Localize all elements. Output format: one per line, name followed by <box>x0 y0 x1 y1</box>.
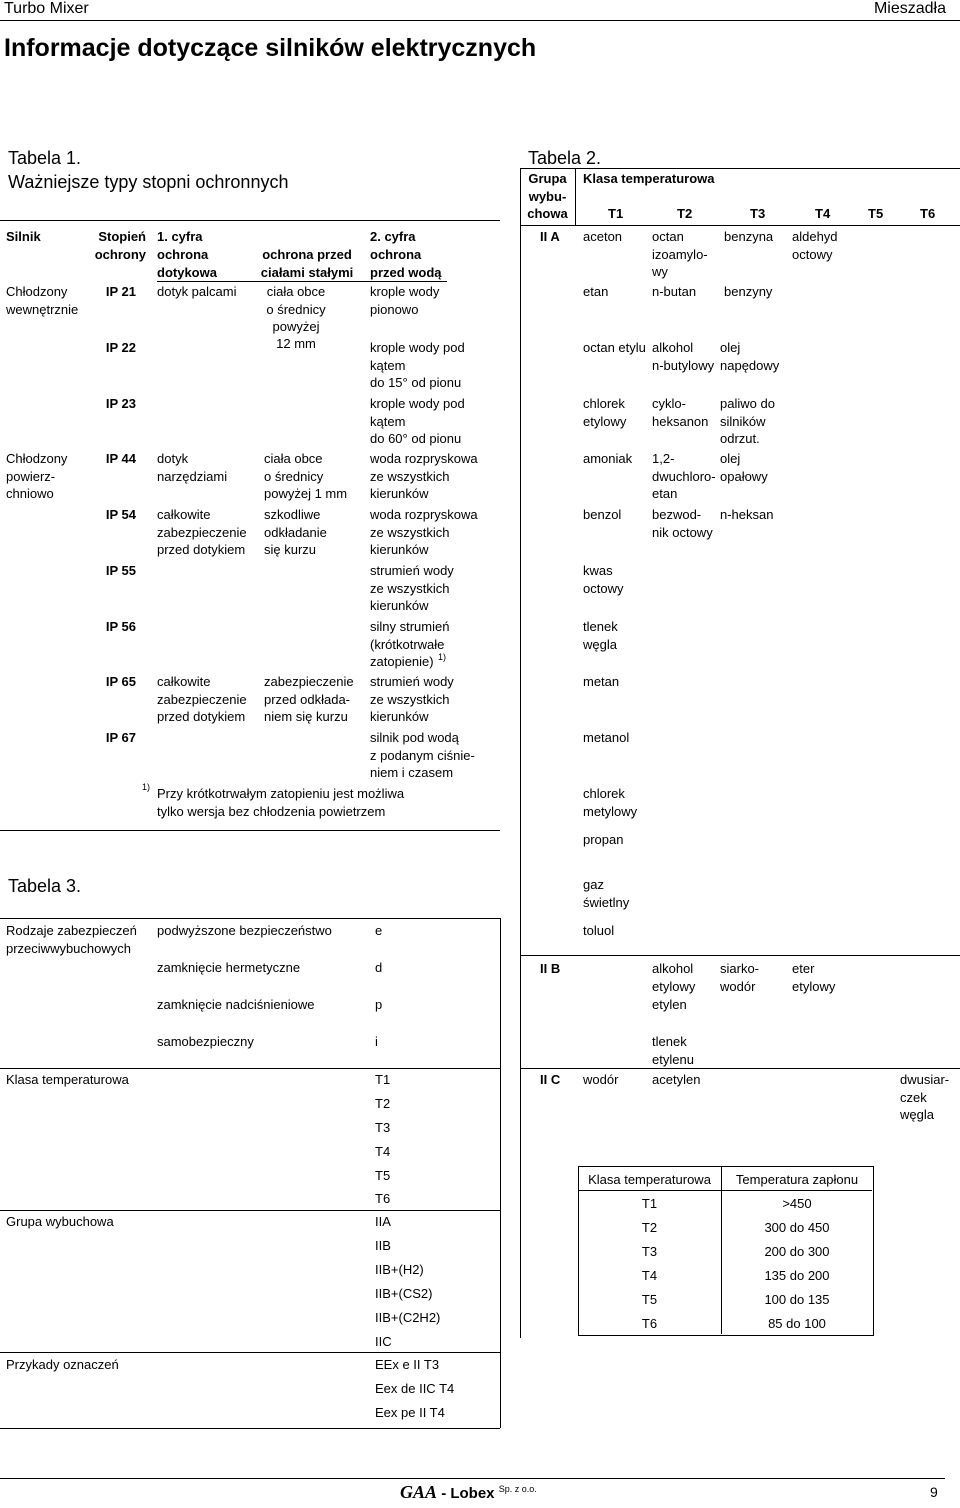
t1-row-ip: IP 21 <box>105 284 136 299</box>
t4-row-klasa: T5 <box>641 1292 658 1307</box>
t2-cell: etan <box>583 284 609 299</box>
footer-brand <box>400 1482 537 1503</box>
t1-row-ciala: szkodliwe odkładanie się kurzu <box>264 507 327 557</box>
t2-cell: 1,2- dwuchloro- etan <box>652 451 716 501</box>
t1-head-stopien: Stopień ochrony <box>94 229 146 262</box>
t1-group-wewnetrznie: Chłodzony wewnętrznie <box>6 284 79 317</box>
t4-row-temp: 300 do 450 <box>764 1220 830 1235</box>
t2-cell: paliwo do silników odrzut. <box>720 396 775 446</box>
table3-top-rule <box>0 918 500 919</box>
table1-caption: Tabela 1. <box>8 148 82 168</box>
t3-klasa-value: T5 <box>375 1168 391 1183</box>
t3-rodzaj-code: d <box>375 960 383 975</box>
t2-head-T1: T1 <box>608 206 624 221</box>
t1-row-ip: IP 23 <box>105 396 136 411</box>
t2-head-klasa: Klasa temperaturowa <box>583 171 715 186</box>
table2-top-rule <box>520 168 960 169</box>
t3-rodzaj-code: p <box>375 997 383 1012</box>
t4-row-klasa: T3 <box>641 1244 658 1259</box>
t3-przyklad: EEx e II T3 <box>375 1357 440 1372</box>
page-title: Informacje dotyczące silników elektrycznych <box>4 34 537 62</box>
t1-row-woda: silny strumień (krótkotrwałe zatopienie) <box>370 619 450 669</box>
t3-rule-przyklady <box>0 1352 500 1353</box>
t2-cell: metan <box>583 674 620 689</box>
t1-row-woda: silnik pod wodą z podanym ciśnie- niem i czasem <box>370 730 475 780</box>
t3-grupa-label: Grupa wybuchowa <box>6 1214 114 1229</box>
t2-cell: propan <box>583 832 624 847</box>
t4-row-temp: 135 do 200 <box>764 1268 830 1283</box>
t3-rodzaj-code: i <box>375 1034 378 1049</box>
t1-footnote-ref: 1) <box>438 652 447 662</box>
table2-rule-IIB <box>520 955 960 956</box>
t2-cell: octan etylu <box>583 340 646 355</box>
company-logo: GAA <box>400 1482 438 1502</box>
t1-head-cyfra1: 1. cyfra <box>157 229 203 244</box>
t1-row-ciala: zabezpieczenie przed odkłada- niem się kurzu <box>264 674 354 724</box>
t3-klasa-label: Klasa temperaturowa <box>6 1072 129 1087</box>
t2-cell: chlorek metylowy <box>583 786 638 819</box>
t1-footnote-mark: 1) <box>142 782 151 792</box>
table2-rule-IIC <box>520 1068 960 1069</box>
t1-head-ochrona-przed: ochrona przed ciałami stałymi <box>260 247 354 280</box>
t2-cell: etylen <box>652 997 687 1012</box>
t1-row-ip: IP 65 <box>105 674 136 689</box>
table4-head-rule <box>578 1190 872 1191</box>
t1-row-woda: krople wody pod kątem do 60° od pionu <box>370 396 465 446</box>
t1-row-woda: strumień wody ze wszystkich kierunków <box>370 563 454 613</box>
t2-cell: olej napędowy <box>720 340 780 373</box>
t3-przyklad: Eex de IIC T4 <box>375 1381 455 1396</box>
table1-top-rule <box>0 220 500 221</box>
table3-right-border <box>500 918 501 1428</box>
t4-row-temp: 100 do 135 <box>764 1292 830 1307</box>
t3-grupa-value: IIB+(C2H2) <box>375 1310 441 1325</box>
t4-row-temp: 200 do 300 <box>764 1244 830 1259</box>
company-name: - Lobex <box>441 1485 495 1502</box>
t2-head-T6: T6 <box>920 206 936 221</box>
t1-head-ochrona-woda: ochrona przed wodą <box>370 247 442 280</box>
t3-grupa-value: IIC <box>375 1334 392 1349</box>
t1-head-ochrona-dotykowa: ochrona dotykowa <box>157 247 217 280</box>
t4-head-temp: Temperatura zapłonu <box>735 1172 859 1187</box>
table3-bottom-rule <box>0 1428 500 1429</box>
t2-cell: alkohol n-butylowy <box>652 340 715 373</box>
t1-row-ip: IP 55 <box>105 563 136 578</box>
table2-caption: Tabela 2. <box>528 148 602 168</box>
t3-rule-grupa <box>0 1210 500 1211</box>
t1-row-ciala: 12 mm <box>276 336 316 351</box>
t2-cell: acetylen <box>652 1072 701 1087</box>
t2-cell: siarko- wodór <box>720 961 760 994</box>
table1-subtitle: Ważniejsze typy stopni ochronnych <box>8 172 289 192</box>
company-suffix: Sp. z o.o. <box>498 1484 537 1494</box>
t2-cell: metanol <box>583 730 630 745</box>
t2-cell: toluol <box>583 923 615 938</box>
t2-cell: gaz świetlny <box>583 877 630 910</box>
t2-group-IIC: II C <box>540 1072 561 1087</box>
t2-cell: aldehyd octowy <box>792 229 838 262</box>
t3-klasa-value: T1 <box>375 1072 391 1087</box>
t1-row-ip: IP 56 <box>105 619 136 634</box>
t2-cell: octan izoamylo- wy <box>652 229 708 279</box>
header-rule <box>0 20 960 21</box>
t2-cell: kwas octowy <box>583 563 624 596</box>
t4-row-temp: >450 <box>782 1196 812 1211</box>
t3-rodzaj-name: podwyższone bezpieczeństwo <box>157 923 332 938</box>
t3-grupa-value: IIB+(H2) <box>375 1262 424 1277</box>
t3-rodzaj-code: e <box>375 923 383 938</box>
t1-row-woda: krople wody pionowo <box>370 284 440 317</box>
t4-head-klasa: Klasa temperaturowa <box>588 1172 711 1187</box>
t1-row-woda: woda rozpryskowa ze wszystkich kierunków <box>370 507 478 557</box>
t1-head-silnik: Silnik <box>6 229 41 244</box>
table3-caption: Tabela 3. <box>8 876 82 896</box>
t3-rodzaj-name: zamknięcie hermetyczne <box>157 960 301 975</box>
t4-row-klasa: T2 <box>641 1220 658 1235</box>
t2-cell: olej opałowy <box>720 451 768 484</box>
t4-row-klasa: T6 <box>641 1316 658 1331</box>
t3-grupa-value: IIA <box>375 1214 391 1229</box>
footer-rule <box>0 1478 945 1479</box>
t2-cell: chlorek etylowy <box>583 396 627 429</box>
table2-left-border <box>520 168 521 1338</box>
t3-rule-klasa <box>0 1068 500 1069</box>
t2-group-IIA: II A <box>540 229 560 244</box>
t2-cell: tlenek węgla <box>583 619 618 652</box>
t2-cell: aceton <box>583 229 623 244</box>
t2-cell: amoniak <box>583 451 633 466</box>
page-number: 9 <box>930 1484 938 1500</box>
t2-cell: alkohol etylowy <box>652 961 696 994</box>
t3-przyklad: Eex pe II T4 <box>375 1405 445 1420</box>
t2-cell: benzyny <box>724 284 773 299</box>
header-right: Mieszadła <box>873 0 946 17</box>
t1-row-ip: IP 22 <box>105 340 136 355</box>
t3-klasa-value: T2 <box>375 1096 391 1111</box>
t1-row-ip: IP 54 <box>105 507 136 522</box>
t1-row-woda: krople wody pod kątem do 15° od pionu <box>370 340 465 390</box>
t2-cell: n-butan <box>652 284 697 299</box>
table1-bottom-rule <box>0 830 500 831</box>
t2-cell: benzol <box>583 507 622 522</box>
t4-row-temp: 85 do 100 <box>768 1316 826 1331</box>
t2-cell: tlenek etylenu <box>652 1034 694 1067</box>
header-left: Turbo Mixer <box>4 0 89 17</box>
t1-row-dotyk: dotyk narzędziami <box>157 451 228 484</box>
t3-klasa-value: T6 <box>375 1191 391 1206</box>
t1-footnote: Przy krótkotrwałym zatopieniu jest możliwa tylko wersja bez chłodzenia powietrzem <box>157 786 405 819</box>
t1-row-ciala: ciała obce o średnicy powyżej 1 mm <box>264 451 348 501</box>
t1-row-ip: IP 44 <box>105 451 136 466</box>
t2-head-T4: T4 <box>815 206 831 221</box>
t3-grupa-value: IIB+(CS2) <box>375 1286 433 1301</box>
t2-cell: dwusiar- czek węgla <box>900 1072 950 1122</box>
t2-group-IIB: II B <box>540 961 561 976</box>
t3-rodzaje-label: Rodzaje zabezpieczeń przeciwwybuchowych <box>6 923 137 956</box>
t1-row-woda: strumień wody ze wszystkich kierunków <box>370 674 454 724</box>
t2-cell: eter etylowy <box>792 961 836 994</box>
t1-row-dotyk: dotyk palcami <box>157 284 237 299</box>
t2-head-T2: T2 <box>677 206 693 221</box>
t3-klasa-value: T3 <box>375 1120 391 1135</box>
t1-row-dotyk: całkowite zabezpieczenie przed dotykiem <box>157 674 247 724</box>
t1-row-dotyk: całkowite zabezpieczenie przed dotykiem <box>157 507 247 557</box>
t2-cell: cyklo- heksanon <box>652 396 709 429</box>
t3-przyklady-label: Przykady oznaczeń <box>6 1357 119 1372</box>
t3-klasa-value: T4 <box>375 1144 391 1159</box>
t1-head-cyfra2: 2. cyfra <box>370 229 416 244</box>
t1-group-powierzchniowo: Chłodzony powierz- chniowo <box>6 451 68 501</box>
t2-cell: n-heksan <box>720 507 774 522</box>
t4-row-klasa: T1 <box>641 1196 658 1211</box>
t1-row-ciala: ciała obce o średnicy powyżej <box>266 284 326 334</box>
t2-cell: benzyna <box>724 229 774 244</box>
t2-head-T5: T5 <box>868 206 884 221</box>
t2-cell: bezwod- nik octowy <box>652 507 713 540</box>
table2-head-rule <box>520 225 960 226</box>
t4-row-klasa: T4 <box>641 1268 658 1283</box>
t1-row-woda: woda rozpryskowa ze wszystkich kierunków <box>370 451 478 501</box>
t3-rodzaj-name: zamknięcie nadciśnieniowe <box>157 997 315 1012</box>
t2-head-T3: T3 <box>750 206 766 221</box>
t1-row-ip: IP 67 <box>105 730 136 745</box>
t2-head-grupa: Grupa wybu- chowa <box>527 171 568 221</box>
t3-rodzaj-name: samobezpieczny <box>157 1034 254 1049</box>
t1-head-rule <box>157 281 447 282</box>
table2-head-divider <box>575 168 576 225</box>
t2-cell: wodór <box>583 1072 619 1087</box>
t3-grupa-value: IIB <box>375 1238 391 1253</box>
